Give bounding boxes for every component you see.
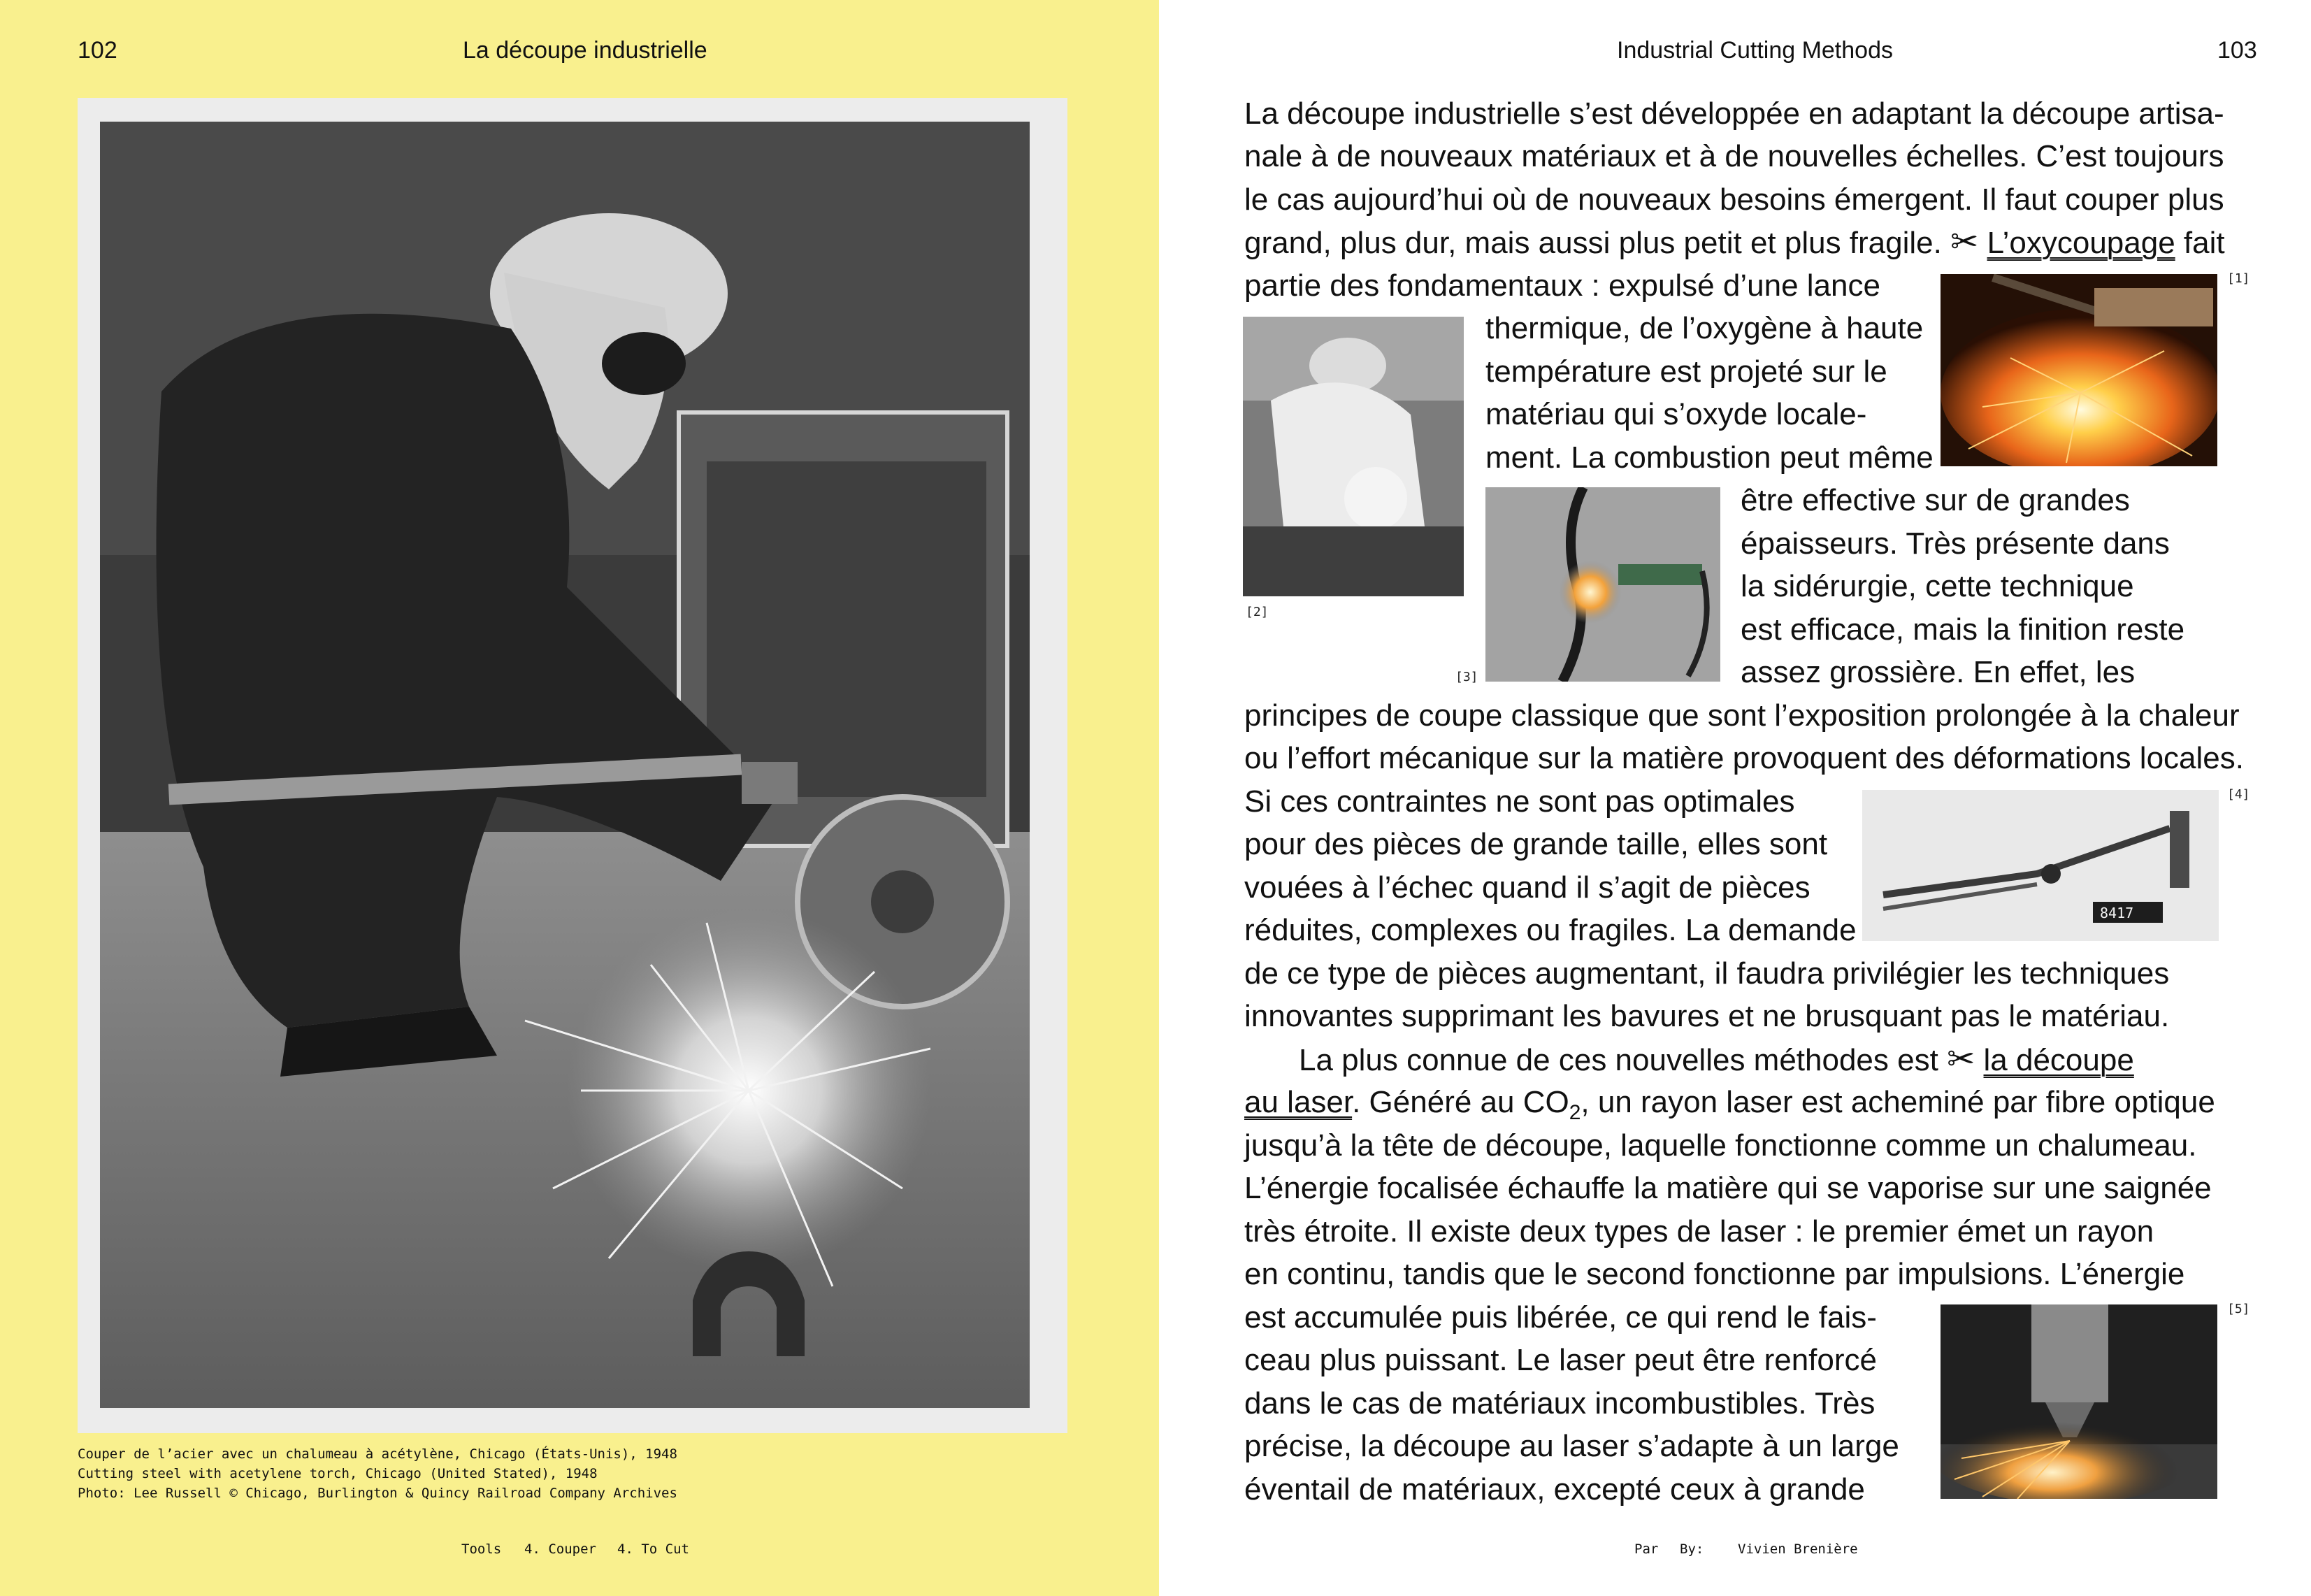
right-page-number: 103: [2217, 37, 2257, 64]
figure-ref-4: [4]: [2227, 787, 2250, 802]
photo-caption: [78, 1444, 677, 1503]
scissors-icon: ✂: [1950, 224, 1979, 261]
right-footer-by: By:: [1680, 1541, 1704, 1557]
caption-credit: Photo: Lee Russell © Chicago, Burlington & Quincy Railroad Company Archives: [78, 1486, 677, 1501]
main-photo-welder: [78, 98, 1067, 1433]
body-line-2: nale à de nouveaux matériaux et à de nouvelles échelles. C’est toujours: [1244, 139, 2224, 173]
body-line-26: L’énergie focalisée échauffe la matière qui se vaporise sur une saignée: [1244, 1171, 2212, 1205]
caption-line-en: Cutting steel with acetylene torch, Chicago (United Stated), 1948: [78, 1466, 598, 1481]
body-line-32: précise, la découpe au laser s’adapte à un large: [1244, 1429, 1899, 1463]
body-line-15: principes de coupe classique que sont l’exposition prolongée à la chaleur: [1244, 698, 2240, 733]
body-line-25: jusqu’à la tête de découpe, laquelle fonctionne comme un chalumeau.: [1244, 1128, 2197, 1163]
body-line-24: [1244, 1081, 2215, 1124]
laser-cutting-link[interactable]: la découpe: [1983, 1043, 2134, 1077]
figure-ref-3: [3]: [1455, 670, 1478, 684]
body-line-7: température est projeté sur le: [1485, 354, 1887, 389]
laser-cutting-link-cont[interactable]: au laser: [1244, 1085, 1353, 1119]
body-line-27: très étroite. Il existe deux types de laser : le premier émet un rayon: [1244, 1214, 2154, 1249]
body-line-21: de ce type de pièces augmentant, il faudra privilégier les techniques: [1244, 956, 2170, 991]
body-line-13: est efficace, mais la finition reste: [1741, 612, 2185, 647]
body-line-4-end: fait: [2183, 226, 2225, 260]
left-footer-chapter-en: 4. To Cut: [617, 1541, 689, 1557]
body-line-31: dans le cas de matériaux incombustibles. Très: [1244, 1386, 1876, 1421]
figure-3-flame-cut: [1485, 487, 1720, 682]
body-line-24-a: . Généré au CO: [1352, 1085, 1569, 1119]
body-line-3: le cas aujourd’hui où de nouveaux besoins émergent. Il faut couper plus: [1244, 182, 2224, 217]
body-line-17: Si ces contraintes ne sont pas optimales: [1244, 784, 1795, 819]
right-footer-author: Vivien Brenière: [1738, 1541, 1858, 1557]
figure-4-label: 8417: [2100, 905, 2134, 921]
caption-line-fr: Couper de l’acier avec un chalumeau à acétylène, Chicago (États-Unis), 1948: [78, 1446, 677, 1462]
body-line-11: épaisseurs. Très présente dans: [1741, 526, 2170, 561]
figure-5-laser-cutting: [1941, 1304, 2217, 1499]
body-line-9: ment. La combustion peut même: [1485, 440, 1934, 475]
body-line-12: la sidérurgie, cette technique: [1741, 569, 2134, 603]
body-line-16: ou l’effort mécanique sur la matière provoquent des déformations locales.: [1244, 741, 2244, 775]
body-line-1: La découpe industrielle s’est développée en adaptant la découpe artisa-: [1244, 96, 2224, 131]
body-line-33: éventail de matériaux, excepté ceux à grande: [1244, 1472, 1865, 1507]
figure-ref-1: [1]: [2227, 271, 2250, 286]
oxycoupage-link[interactable]: L’oxycoupage: [1987, 226, 2175, 260]
left-page-number: 102: [78, 37, 117, 64]
figure-ref-5: [5]: [2227, 1302, 2250, 1316]
body-line-18: pour des pièces de grande taille, elles sont: [1244, 827, 1828, 861]
body-line-19: vouées à l’échec quand il s’agit de pièces: [1244, 870, 1810, 905]
figure-4-torch-object: [1862, 790, 2219, 941]
body-line-23-start: La plus connue de ces nouvelles méthodes est: [1299, 1043, 1938, 1077]
body-line-20: réduites, complexes ou fragiles. La demande: [1244, 913, 1857, 947]
body-line-5: partie des fondamentaux : expulsé d’une lance: [1244, 268, 1880, 303]
body-line-23: [1299, 1038, 2134, 1082]
body-line-14: assez grossière. En effet, les: [1741, 655, 2136, 689]
body-line-10: être effective sur de grandes: [1741, 483, 2130, 517]
body-line-30: ceau plus puissant. Le laser peut être renforcé: [1244, 1343, 1877, 1377]
right-page: [1159, 0, 2311, 1596]
body-line-22: innovantes supprimant les bavures et ne brusquant pas le matériau.: [1244, 999, 2170, 1033]
left-footer-section: Tools: [461, 1541, 502, 1557]
body-line-4: [1244, 221, 2225, 265]
figure-1-oxycutting-sparks: [1941, 274, 2217, 466]
body-line-4-start: grand, plus dur, mais aussi plus petit et plus fragile.: [1244, 226, 1942, 260]
body-line-24-b: , un rayon laser est acheminé par fibre optique: [1581, 1085, 2215, 1119]
body-line-6: thermique, de l’oxygène à haute: [1485, 311, 1924, 345]
right-running-title: Industrial Cutting Methods: [1617, 37, 1893, 64]
body-line-8: matériau qui s’oxyde locale-: [1485, 397, 1867, 431]
figure-ref-2: [2]: [1246, 605, 1269, 619]
figure-2-welder-bw: [1243, 317, 1464, 596]
body-line-29: est accumulée puis libérée, ce qui rend le fais-: [1244, 1300, 1877, 1335]
left-footer-chapter-fr: 4. Couper: [524, 1541, 596, 1557]
body-line-28: en continu, tandis que le second fonctionne par impulsions. L’énergie: [1244, 1257, 2185, 1291]
left-running-title: La découpe industrielle: [463, 37, 707, 64]
right-footer-par: Par: [1634, 1541, 1659, 1557]
co2-subscript: 2: [1569, 1101, 1581, 1124]
scissors-icon-2: ✂: [1947, 1041, 1975, 1078]
